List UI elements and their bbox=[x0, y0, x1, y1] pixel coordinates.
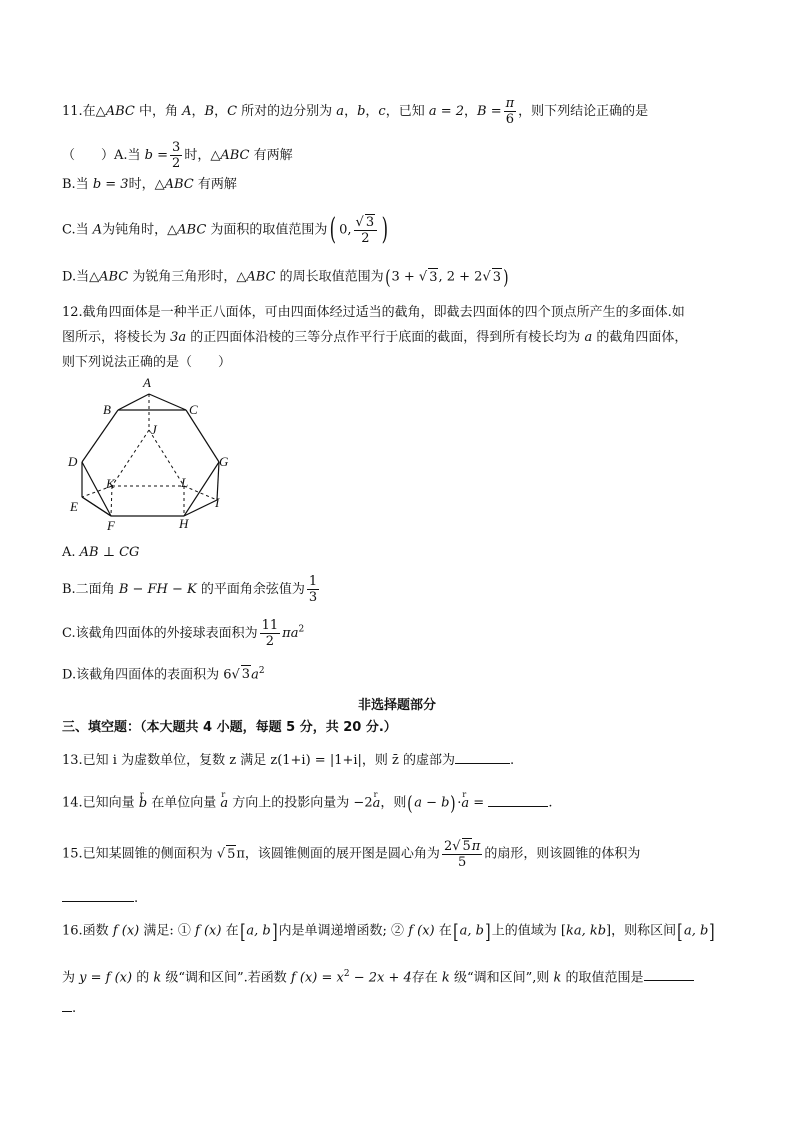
q11-option-c: C.当 A为钝角时，△ABC 为面积的取值范围为( 0, $\frac{√ 3}{2}$ ) bbox=[62, 212, 389, 247]
fraction: $\frac{\pi}{6}$ bbox=[505, 96, 515, 127]
q12-option-b: B.二面角 B − FH − K 的平面角余弦值为 $\frac{1}{3}$ bbox=[62, 574, 318, 605]
figure-label-k: K bbox=[106, 476, 115, 491]
q11-option-a: （ ）A.当 b = $\frac{3}{2}$ 时，△ABC 有两解 bbox=[62, 140, 293, 171]
figure-label-d: D bbox=[68, 454, 78, 469]
truncated-tetrahedron-figure bbox=[62, 372, 242, 537]
q12-option-d: D.该截角四面体的表面积为 6√ $3a^2$ bbox=[62, 666, 265, 683]
answer-blank[interactable] bbox=[488, 806, 548, 807]
q11-stem: 11.在△ABC 中，角 A，B，C 所对的边分别为 a，b，c，已知 a = 2，B = $\frac{\pi}{6}$ ，则下列结论正确的是 bbox=[62, 96, 649, 127]
q15-answer-line: . bbox=[62, 890, 138, 908]
figure-label-h: H bbox=[179, 516, 189, 531]
answer-blank[interactable] bbox=[62, 1011, 72, 1012]
q12-stem-line1: 12.截角四面体是一种半正八面体，可由四面体经过适当的截角，即截去四面体的四个顶点所产生的多面体.如 bbox=[62, 305, 685, 320]
q13: 13.已知 i 为虚数单位，复数 z 满足 z(1+i) = |1+i|，则 z̄ 的虚部为 . bbox=[62, 753, 515, 768]
q11-option-d: D.当△ABC 为锐角三角形时，△ABC 的周长取值范围为(3 + √ 3, 2 + 2√ 3 ) bbox=[62, 265, 509, 289]
q12-option-c: C.该截角四面体的外接球表面积为 $\frac{11}{2}$ $\pi a^2$ bbox=[62, 618, 305, 649]
q12-stem-line2: 图所示，将棱长为 3a 的正四面体沿棱的三等分点作平行于底面的截面，得到所有棱长均为 a 的截角四面体， bbox=[62, 330, 688, 345]
figure-label-f: F bbox=[107, 518, 115, 533]
q12-option-a: A. AB ⊥ CG bbox=[62, 545, 140, 560]
q15: 15.已知某圆锥的侧面积为 √ 5π，该圆锥侧面的展开图是圆心角为 $\frac{2√ 5\pi}{5}$ 的扇形，则该圆锥的体积为 bbox=[62, 839, 641, 870]
section-heading: 三、填空题：（本大题共 4 小题，每题 5 分，共 20 分.） bbox=[62, 720, 397, 735]
figure-label-c: C bbox=[189, 402, 198, 417]
q12-stem-line3: 则下列说法正确的是（ ） bbox=[62, 355, 232, 370]
figure-label-j: J bbox=[151, 422, 157, 437]
figure-label-a: A bbox=[143, 375, 151, 390]
answer-blank[interactable] bbox=[644, 980, 694, 981]
q14: 14.已知向量 r b 在单位向量 r a 方向上的投影向量为 −2r a，则(a − b)·r a = . bbox=[62, 793, 552, 813]
q16-answer-line: . bbox=[62, 1000, 76, 1018]
q11-option-b: B.当 b = 3时，△ABC 有两解 bbox=[62, 177, 237, 192]
q16-line1: 16.函数 f (x) 满足: ① f (x) 在[a, b]内是单调递增函数; ② f (x) 在[a, b]上的值域为 [ka, kb]，则称区间[a, b] bbox=[62, 919, 715, 943]
answer-blank[interactable] bbox=[62, 901, 134, 902]
figure-label-i: I bbox=[215, 495, 220, 510]
figure-label-g: G bbox=[219, 454, 229, 469]
figure-label-l: L bbox=[181, 475, 189, 490]
figure-label-b: B bbox=[103, 402, 111, 417]
figure-label-e: E bbox=[70, 499, 78, 514]
q16-line2: 为 y = f (x) 的 k 级“调和区间”.若函数 f $(x) = x^2 - 2x + 4$存在 k 级“调和区间”,则 k 的取值范围是 bbox=[62, 965, 694, 987]
part-title: 非选择题部分 bbox=[357, 698, 436, 713]
answer-blank[interactable] bbox=[455, 763, 510, 764]
